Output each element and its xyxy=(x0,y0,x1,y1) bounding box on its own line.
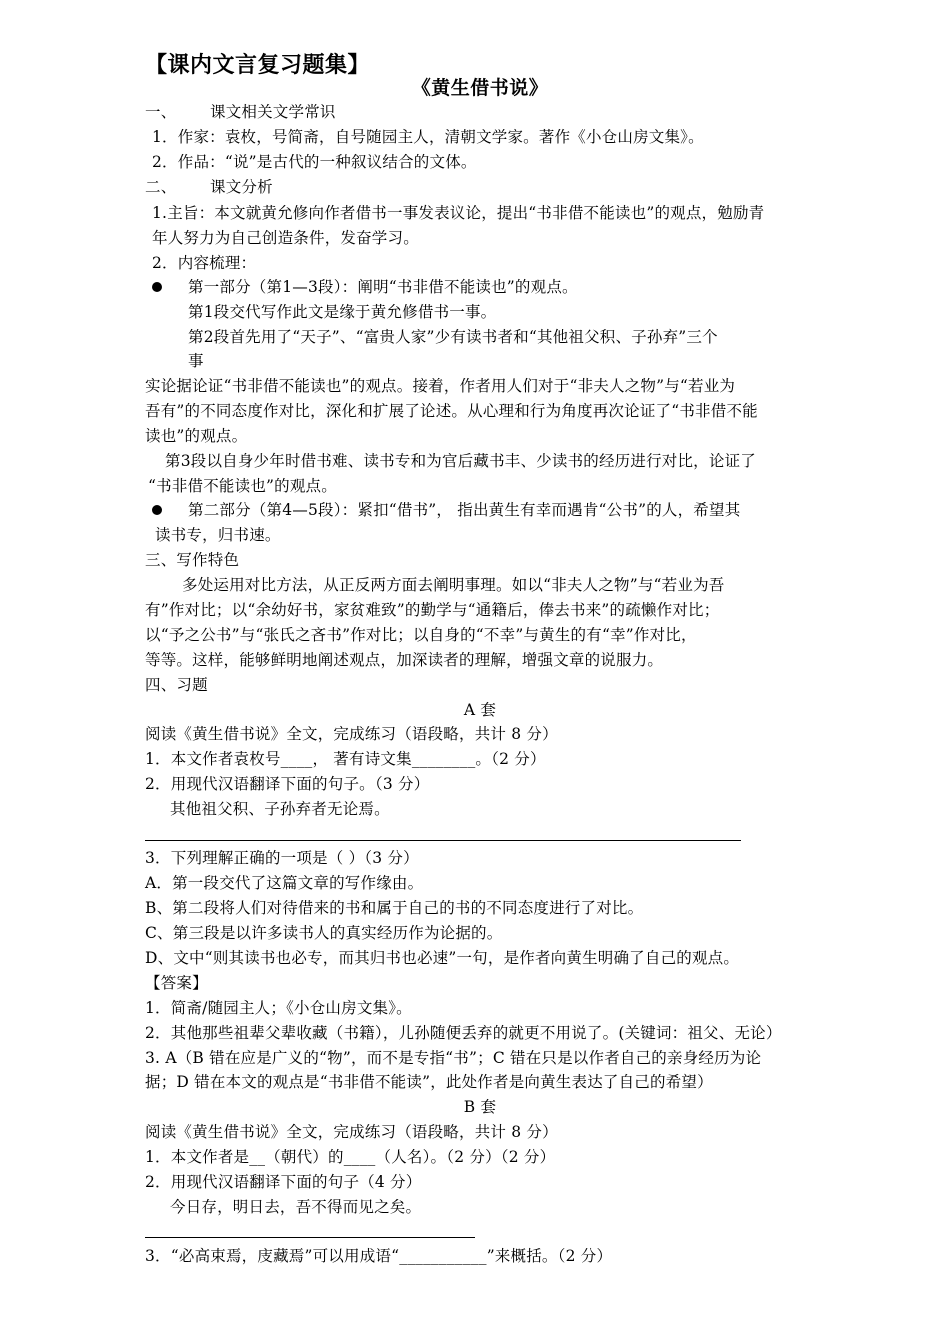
page-title: 《黄生借书说》 xyxy=(411,77,549,99)
paragraph-line: 2．作品：“说”是古代的一种叙议结合的文体。 xyxy=(152,153,477,171)
question-text: 1．本文作者是 xyxy=(145,1148,250,1166)
question-text: 3．“必高束焉，庋藏焉”可以用成语“ xyxy=(145,1247,400,1265)
answer-1: 1．简斋/随园主人；《小仓山房文集》。 xyxy=(145,999,412,1017)
question-3 xyxy=(145,1246,612,1266)
answer-blank[interactable]: ____ xyxy=(280,750,313,768)
paragraph-line: 吾有”的不同态度作对比，深化和扩展了论述。从心理和行为角度再次论证了“书非借不能 xyxy=(145,402,758,420)
section-2-number: 二、 xyxy=(145,178,177,196)
translation-sentence: 其他祖父积、子孙弃者无论焉。 xyxy=(170,800,390,818)
option-c: C、第三段是以许多读书人的真实经历作为论据的。 xyxy=(145,924,503,942)
section-2-title: 课文分析 xyxy=(210,178,273,196)
paragraph-line: 有”作对比；以“余幼好书，家贫难致”的勤学与“通籍后，俸去书来”的疏懒作对比； xyxy=(145,601,720,619)
section-4-title: 四、习题 xyxy=(145,676,208,694)
answer-blank[interactable]: ____ xyxy=(343,1148,376,1166)
question-2: 2．用现代汉语翻译下面的句子（4 分） xyxy=(145,1173,422,1191)
paragraph-line: 1．作家：袁枚，号简斋，自号随园主人，清朝文学家。著作《小仓山房文集》。 xyxy=(152,128,704,146)
translation-sentence: 今日存，明日去，吾不得而见之矣。 xyxy=(170,1198,422,1216)
paragraph-line: 2．内容梳理： xyxy=(152,254,257,272)
paragraph-line: 1.主旨：本文就黄允修向作者借书一事发表议论，提出“书非借不能读也”的观点，勉励青 xyxy=(152,204,765,222)
question-text: ， 著有诗文集 xyxy=(312,750,412,768)
question-text: 。（2 分） xyxy=(475,750,546,768)
question-text: ”来概括。（2 分） xyxy=(486,1247,613,1265)
paragraph-line: 多处运用对比方法，从正反两方面去阐明事理。如以“非夫人之物”与“若业为吾 xyxy=(182,576,725,594)
set-b-title: B 套 xyxy=(463,1098,497,1116)
option-b: B、第二段将人们对待借来的书和属于自己的书的不同态度进行了对比。 xyxy=(145,899,644,917)
paragraph-line: “书非借不能读也”的观点。 xyxy=(148,477,337,495)
question-1 xyxy=(145,1147,555,1167)
section-1-number: 一、 xyxy=(145,103,177,121)
option-d: D、文中“则其读书也必专，而其归书也必速”一句，是作者向黄生明确了自己的观点。 xyxy=(145,949,740,967)
question-3: 3．下列理解正确的一项是（ ）（3 分） xyxy=(145,849,419,867)
question-text: （人名）。（2 分）（2 分） xyxy=(375,1148,556,1166)
paragraph-line: 等等。这样，能够鲜明地阐述观点，加深读者的理解，增强文章的说服力。 xyxy=(145,651,664,669)
question-2: 2．用现代汉语翻译下面的句子。（3 分） xyxy=(145,775,430,793)
answer-blank[interactable]: __ xyxy=(249,1148,266,1166)
paragraph-line: 实论据论证“书非借不能读也”的观点。接着，作者用人们对于“非夫人之物”与“若业为 xyxy=(145,377,736,395)
paragraph-line: 读书专，归书速。 xyxy=(155,526,281,544)
option-a: A．第一段交代了这篇文章的写作缘由。 xyxy=(145,874,424,892)
answer-heading: 【答案】 xyxy=(145,974,208,992)
bullet-icon xyxy=(152,282,162,292)
set-a-title: A 套 xyxy=(463,701,497,719)
answer-3-cont: 据；D 错在本文的观点是“书非借不能读”，此处作者是向黄生表达了自己的希望） xyxy=(145,1073,713,1091)
paragraph-line: 第二部分（第4—5段）：紧扣“借书”， 指出黄生有幸而遇肯“公书”的人，希望其 xyxy=(188,501,741,519)
section-1-title: 课文相关文学常识 xyxy=(210,103,336,121)
paragraph-line: 读也”的观点。 xyxy=(145,427,248,445)
answer-2: 2．其他那些祖辈父辈收藏（书籍），儿孙随便丢弃的就更不用说了。(关键词：祖父、无论） xyxy=(145,1024,782,1042)
question-text: （朝代）的 xyxy=(265,1148,344,1166)
paragraph-line: 年人努力为自己创造条件，发奋学习。 xyxy=(152,229,419,247)
paragraph-line: 第2段首先用了“天子”、“富贵人家”少有读书者和“其他祖父积、子孙弃”三个 xyxy=(188,328,718,346)
answer-line[interactable] xyxy=(145,840,741,841)
answer-line[interactable] xyxy=(145,1237,475,1238)
question-1 xyxy=(145,749,546,769)
paragraph-line: 第3段以自身少年时借书难、读书专和为官后藏书丰、少读书的经历进行对比，论证了 xyxy=(165,452,756,470)
answer-blank[interactable]: ___________ xyxy=(399,1247,487,1265)
set-a-intro: 阅读《黄生借书说》全文，完成练习（语段略，共计 8 分） xyxy=(145,725,558,743)
paragraph-line: 第一部分（第1—3段）：阐明“书非借不能读也”的观点。 xyxy=(188,278,578,296)
section-heading: 【课内文言复习题集】 xyxy=(145,52,371,78)
paragraph-line: 以“予之公书”与“张氏之吝书”作对比；以自身的“不幸”与黄生的有“幸”作对比， xyxy=(145,626,697,644)
paragraph-line: 事 xyxy=(188,352,204,370)
paragraph-line: 第1段交代写作此文是缘于黄允修借书一事。 xyxy=(188,303,497,321)
set-b-intro: 阅读《黄生借书说》全文，完成练习（语段略，共计 8 分） xyxy=(145,1123,558,1141)
section-3-title: 三、写作特色 xyxy=(145,551,240,569)
question-text: 1．本文作者袁枚号 xyxy=(145,750,281,768)
answer-blank[interactable]: ________ xyxy=(411,750,476,768)
bullet-icon xyxy=(152,505,162,515)
answer-3: 3. A（B 错在应是广义的“物”，而不是专指“书”；C 错在只是以作者自己的亲身经历为论 xyxy=(145,1049,762,1067)
